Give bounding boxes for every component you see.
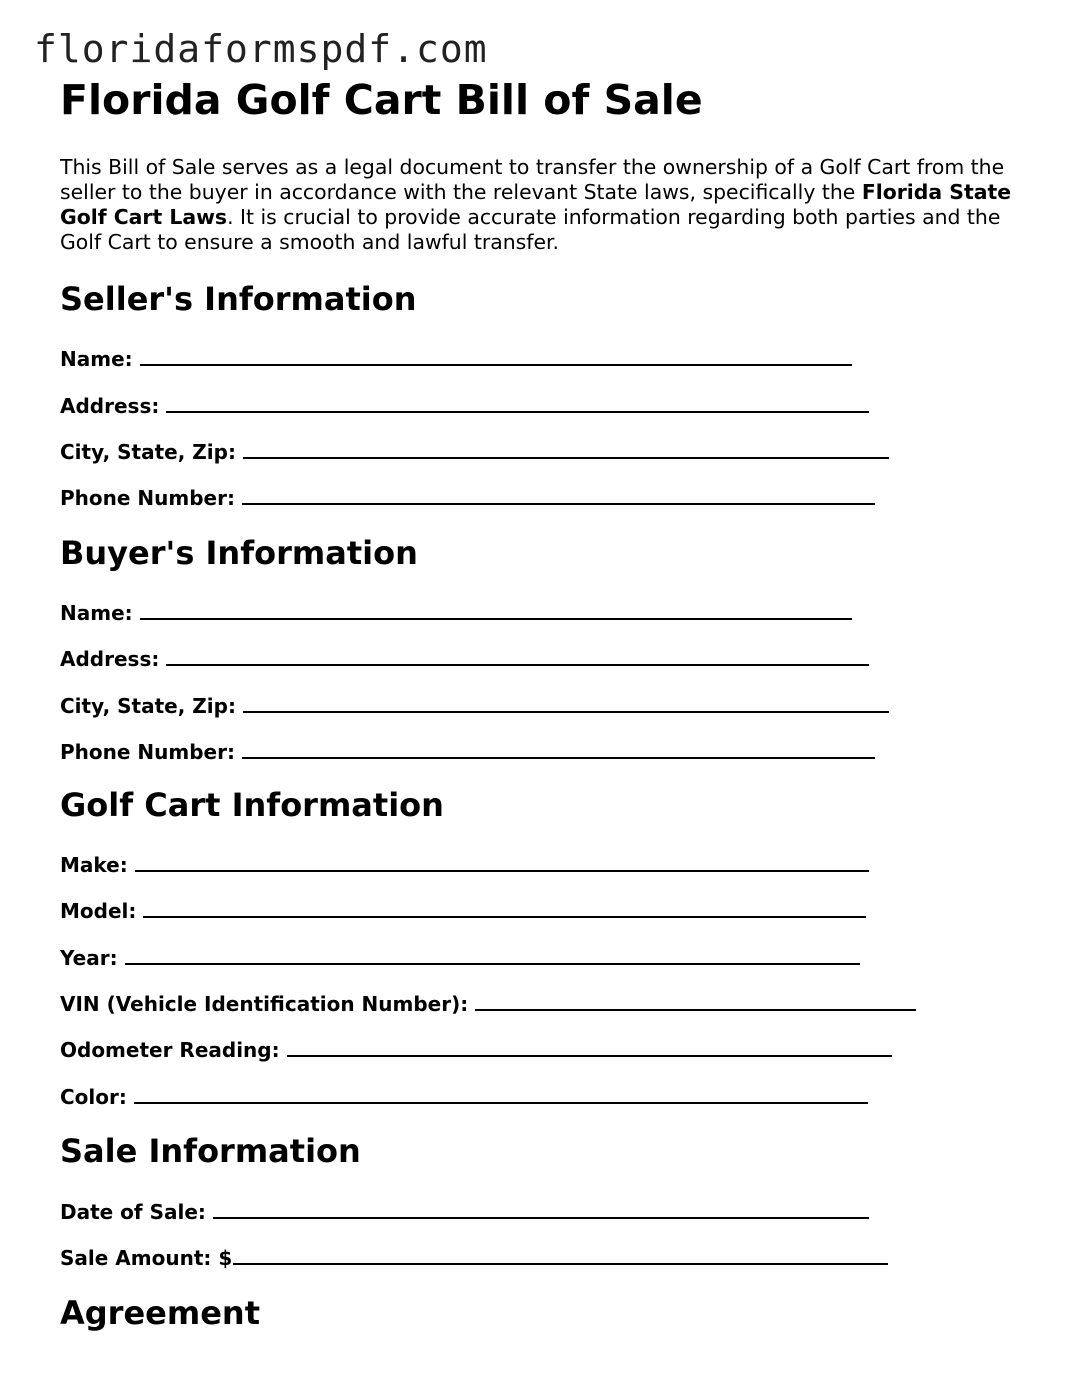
seller-name-line[interactable]: [140, 364, 852, 366]
seller-phone-label: Phone Number:: [60, 486, 235, 510]
year-line[interactable]: [125, 963, 860, 965]
buyer-address-field[interactable]: [60, 645, 869, 671]
buyer-address-label: Address:: [60, 647, 160, 671]
seller-address-field[interactable]: [60, 392, 869, 418]
date-of-sale-field[interactable]: [60, 1198, 869, 1224]
make-label: Make:: [60, 853, 128, 877]
seller-section-heading: Seller's Information: [60, 280, 417, 318]
sale-amount-line[interactable]: [233, 1263, 888, 1265]
make-line[interactable]: [135, 870, 869, 872]
odometer-line[interactable]: [287, 1055, 892, 1057]
seller-phone-line[interactable]: [242, 503, 875, 505]
sale-amount-field[interactable]: [60, 1244, 888, 1270]
seller-phone-field[interactable]: [60, 484, 875, 510]
make-field[interactable]: [60, 851, 869, 877]
buyer-address-line[interactable]: [166, 664, 869, 666]
date-of-sale-line[interactable]: [213, 1217, 869, 1219]
model-line[interactable]: [143, 916, 866, 918]
buyer-city-state-zip-field[interactable]: [60, 692, 889, 718]
buyer-name-field[interactable]: [60, 599, 852, 625]
page-title: Florida Golf Cart Bill of Sale: [60, 76, 703, 124]
sale-amount-label: Sale Amount: $: [60, 1246, 233, 1270]
buyer-name-label: Name:: [60, 601, 133, 625]
color-field[interactable]: [60, 1083, 868, 1109]
intro-text-end: . It is crucial to provide accurate information regarding both parties and the Golf Cart to ensure a smooth and lawful transfer.: [60, 205, 1001, 254]
vin-line[interactable]: [475, 1009, 916, 1011]
sale-section-heading: Sale Information: [60, 1132, 361, 1170]
model-field[interactable]: [60, 897, 866, 923]
buyer-phone-line[interactable]: [242, 757, 875, 759]
seller-address-line[interactable]: [166, 411, 869, 413]
year-label: Year:: [60, 946, 118, 970]
vin-field[interactable]: [60, 990, 916, 1016]
seller-address-label: Address:: [60, 394, 160, 418]
buyer-city-state-zip-label: City, State, Zip:: [60, 694, 236, 718]
buyer-phone-field[interactable]: [60, 738, 875, 764]
golf-cart-section-heading: Golf Cart Information: [60, 786, 444, 824]
seller-name-label: Name:: [60, 347, 133, 371]
model-label: Model:: [60, 899, 137, 923]
watermark: floridaformspdf.com: [34, 27, 488, 71]
odometer-field[interactable]: [60, 1036, 892, 1062]
date-of-sale-label: Date of Sale:: [60, 1200, 206, 1224]
color-line[interactable]: [134, 1102, 868, 1104]
intro-text: This Bill of Sale serves as a legal document to transfer the ownership of a Golf Cart from the seller to the buyer in accordance with the relevant State laws, specifically the: [60, 155, 1005, 204]
agreement-section-heading: Agreement: [60, 1294, 260, 1332]
intro-bold-law: Florida State Golf Cart Laws: [60, 180, 1012, 229]
odometer-label: Odometer Reading:: [60, 1038, 280, 1062]
color-label: Color:: [60, 1085, 127, 1109]
seller-name-field[interactable]: [60, 345, 852, 371]
seller-city-state-zip-label: City, State, Zip:: [60, 440, 236, 464]
seller-city-state-zip-field[interactable]: [60, 438, 889, 464]
seller-city-state-zip-line[interactable]: [243, 457, 889, 459]
intro-paragraph: [60, 155, 1020, 255]
buyer-phone-label: Phone Number:: [60, 740, 235, 764]
year-field[interactable]: [60, 944, 860, 970]
buyer-city-state-zip-line[interactable]: [243, 711, 889, 713]
buyer-section-heading: Buyer's Information: [60, 534, 418, 572]
buyer-name-line[interactable]: [140, 618, 852, 620]
vin-label: VIN (Vehicle Identification Number):: [60, 992, 469, 1016]
